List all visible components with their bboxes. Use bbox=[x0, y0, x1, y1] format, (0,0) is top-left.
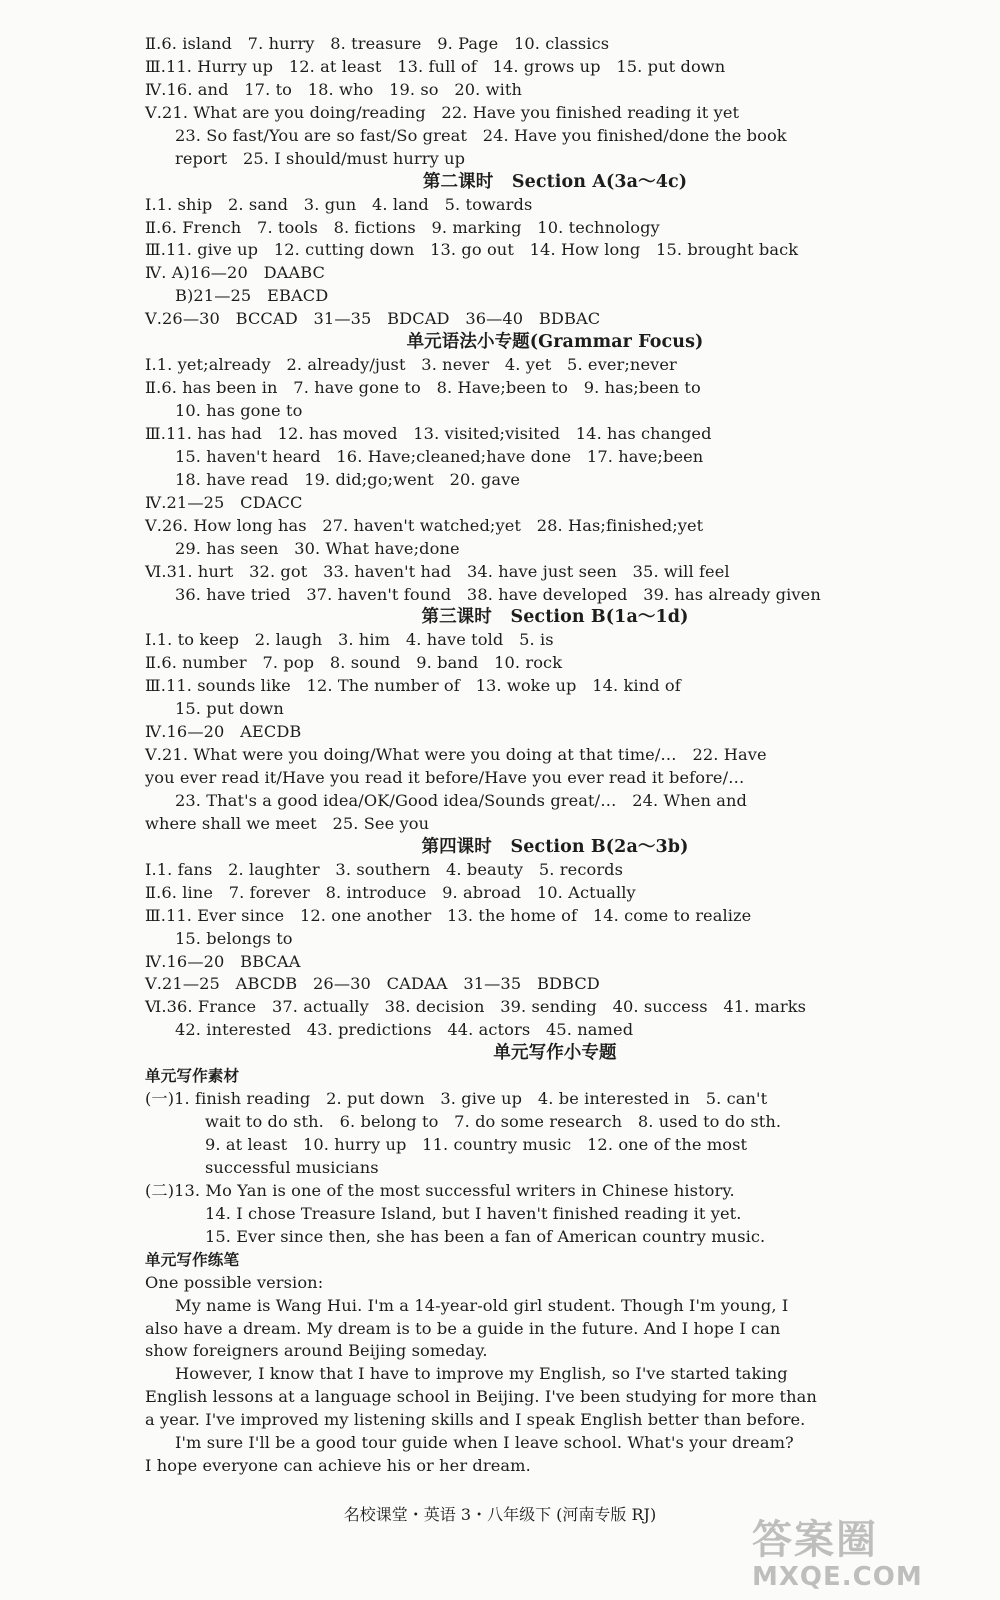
text-line: Ⅲ.11. Ever since 12. one another 13. the home of 14. come to realize bbox=[145, 905, 752, 925]
text-line: (二)13. Mo Yan is one of the most successful writers in Chinese history. bbox=[145, 1180, 735, 1200]
text-line: show foreigners around Beijing someday. bbox=[145, 1341, 488, 1361]
text-line: 23. That's a good idea/OK/Good idea/Sounds great/… 24. When and bbox=[175, 790, 747, 810]
text-line: Ⅰ.1. ship 2. sand 3. gun 4. land 5. towards bbox=[145, 194, 533, 214]
text-line: wait to do sth. 6. belong to 7. do some research 8. used to do sth. bbox=[205, 1112, 782, 1132]
watermark-logo bbox=[752, 1516, 972, 1592]
text-line: where shall we meet 25. See you bbox=[145, 813, 430, 833]
text-line: I hope everyone can achieve his or her dream. bbox=[145, 1456, 531, 1476]
text-line: 42. interested 43. predictions 44. actors 45. named bbox=[175, 1020, 634, 1040]
text-line: English lessons at a language school in Beijing. I've been studying for more than bbox=[145, 1387, 817, 1407]
text-line: Ⅳ. A)16—20 DAABC bbox=[145, 263, 326, 283]
section-heading: 单元语法小专题(Grammar Focus) bbox=[406, 332, 704, 353]
text-line: you ever read it/Have you read it before/Have you ever read it before/… bbox=[145, 768, 745, 787]
text-line: Ⅳ.16—20 BBCAA bbox=[145, 951, 301, 971]
text-line: 15. put down bbox=[175, 699, 284, 719]
text-line: 29. has seen 30. What have;done bbox=[175, 538, 460, 558]
text-line: 14. I chose Treasure Island, but I haven't finished reading it yet. bbox=[205, 1203, 742, 1223]
text-line: 23. So fast/You are so fast/So great 24. Have you finished/done the book bbox=[175, 125, 787, 145]
text-line: Ⅱ.6. line 7. forever 8. introduce 9. abroad 10. Actually bbox=[145, 882, 636, 902]
text-line: Ⅴ.21—25 ABCDB 26—30 CADAA 31—35 BDBCD bbox=[145, 974, 600, 994]
text-line: Ⅳ.21—25 CDACC bbox=[145, 492, 303, 512]
text-line: also have a dream. My dream is to be a guide in the future. And I hope I can bbox=[145, 1318, 781, 1338]
text-line: Ⅱ.6. number 7. pop 8. sound 9. band 10. rock bbox=[145, 653, 563, 673]
text-line: However, I know that I have to improve my English, so I've started taking bbox=[175, 1364, 788, 1384]
text-line: 9. at least 10. hurry up 11. country music 12. one of the most bbox=[205, 1135, 748, 1154]
subsection-heading: 单元写作练笔 bbox=[145, 1249, 240, 1269]
text-line: Ⅱ.6. has been in 7. have gone to 8. Have;been to 9. has;been to bbox=[145, 378, 701, 398]
text-line: I'm sure I'll be a good tour guide when I leave school. What's your dream? bbox=[175, 1433, 794, 1453]
text-line: 15. haven't heard 16. Have;cleaned;have done 17. have;been bbox=[175, 446, 704, 466]
text-line: successful musicians bbox=[205, 1157, 379, 1177]
text-line: a year. I've improved my listening skills and I speak English better than before. bbox=[145, 1410, 806, 1430]
text-line: Ⅰ.1. to keep 2. laugh 3. him 4. have told 5. is bbox=[145, 630, 554, 650]
text-line: Ⅲ.11. Hurry up 12. at least 13. full of 14. grows up 15. put down bbox=[145, 56, 726, 76]
text-line: 36. have tried 37. haven't found 38. have developed 39. has already given bbox=[175, 584, 821, 604]
text-line: Ⅱ.6. French 7. tools 8. fictions 9. marking 10. technology bbox=[145, 217, 660, 237]
text-line: 18. have read 19. did;go;went 20. gave bbox=[175, 469, 521, 489]
section-heading: 第三课时 Section B(1a～1d) bbox=[421, 607, 689, 628]
text-line: Ⅲ.11. give up 12. cutting down 13. go out 14. How long 15. brought back bbox=[145, 240, 799, 260]
text-line: My name is Wang Hui. I'm a 14-year-old girl student. Though I'm young, I bbox=[175, 1295, 789, 1315]
text-line: Ⅴ.26. How long has 27. haven't watched;yet 28. Has;finished;yet bbox=[145, 515, 704, 535]
answer-key-page bbox=[145, 33, 965, 1478]
text-line: Ⅴ.21. What were you doing/What were you doing at that time/… 22. Have bbox=[145, 745, 767, 765]
section-heading: 单元写作小专题 bbox=[493, 1043, 617, 1064]
text-line: Ⅳ.16—20 AECDB bbox=[145, 722, 302, 742]
text-line: Ⅱ.6. island 7. hurry 8. treasure 9. Page 10. classics bbox=[145, 34, 610, 53]
text-line: 15. belongs to bbox=[175, 928, 293, 948]
text-line: B)21—25 EBACD bbox=[175, 286, 329, 306]
text-line: Ⅵ.36. France 37. actually 38. decision 39. sending 40. success 41. marks bbox=[145, 997, 807, 1017]
text-line: Ⅰ.1. fans 2. laughter 3. southern 4. beauty 5. records bbox=[145, 859, 624, 879]
text-line: Ⅴ.26—30 BCCAD 31—35 BDCAD 36—40 BDBAC bbox=[145, 309, 601, 329]
watermark-chinese: 答案圈 bbox=[752, 1516, 878, 1563]
text-line: report 25. I should/must hurry up bbox=[175, 148, 466, 168]
text-line: Ⅲ.11. has had 12. has moved 13. visited;visited 14. has changed bbox=[145, 423, 712, 443]
subsection-heading: 单元写作素材 bbox=[145, 1066, 240, 1086]
text-line: Ⅵ.31. hurt 32. got 33. haven't had 34. have just seen 35. will feel bbox=[145, 561, 730, 581]
text-line: (一)1. finish reading 2. put down 3. give up 4. be interested in 5. can't bbox=[145, 1089, 768, 1109]
text-line: One possible version: bbox=[145, 1272, 324, 1292]
text-line: Ⅰ.1. yet;already 2. already/just 3. never 4. yet 5. ever;never bbox=[145, 355, 677, 375]
section-heading: 第四课时 Section B(2a～3b) bbox=[421, 836, 689, 857]
text-line: Ⅲ.11. sounds like 12. The number of 13. woke up 14. kind of bbox=[145, 676, 681, 696]
page-footer: 名校课堂・英语 3・八年级下 (河南专版 RJ) bbox=[343, 1505, 657, 1524]
text-line: Ⅳ.16. and 17. to 18. who 19. so 20. with bbox=[145, 79, 523, 99]
text-line: 10. has gone to bbox=[175, 401, 303, 420]
text-line: 15. Ever since then, she has been a fan of American country music. bbox=[205, 1226, 766, 1246]
section-heading: 第二课时 Section A(3a～4c) bbox=[422, 171, 688, 192]
text-line: Ⅴ.21. What are you doing/reading 22. Have you finished reading it yet bbox=[145, 102, 740, 122]
watermark-site: MXQE.COM bbox=[752, 1562, 923, 1592]
